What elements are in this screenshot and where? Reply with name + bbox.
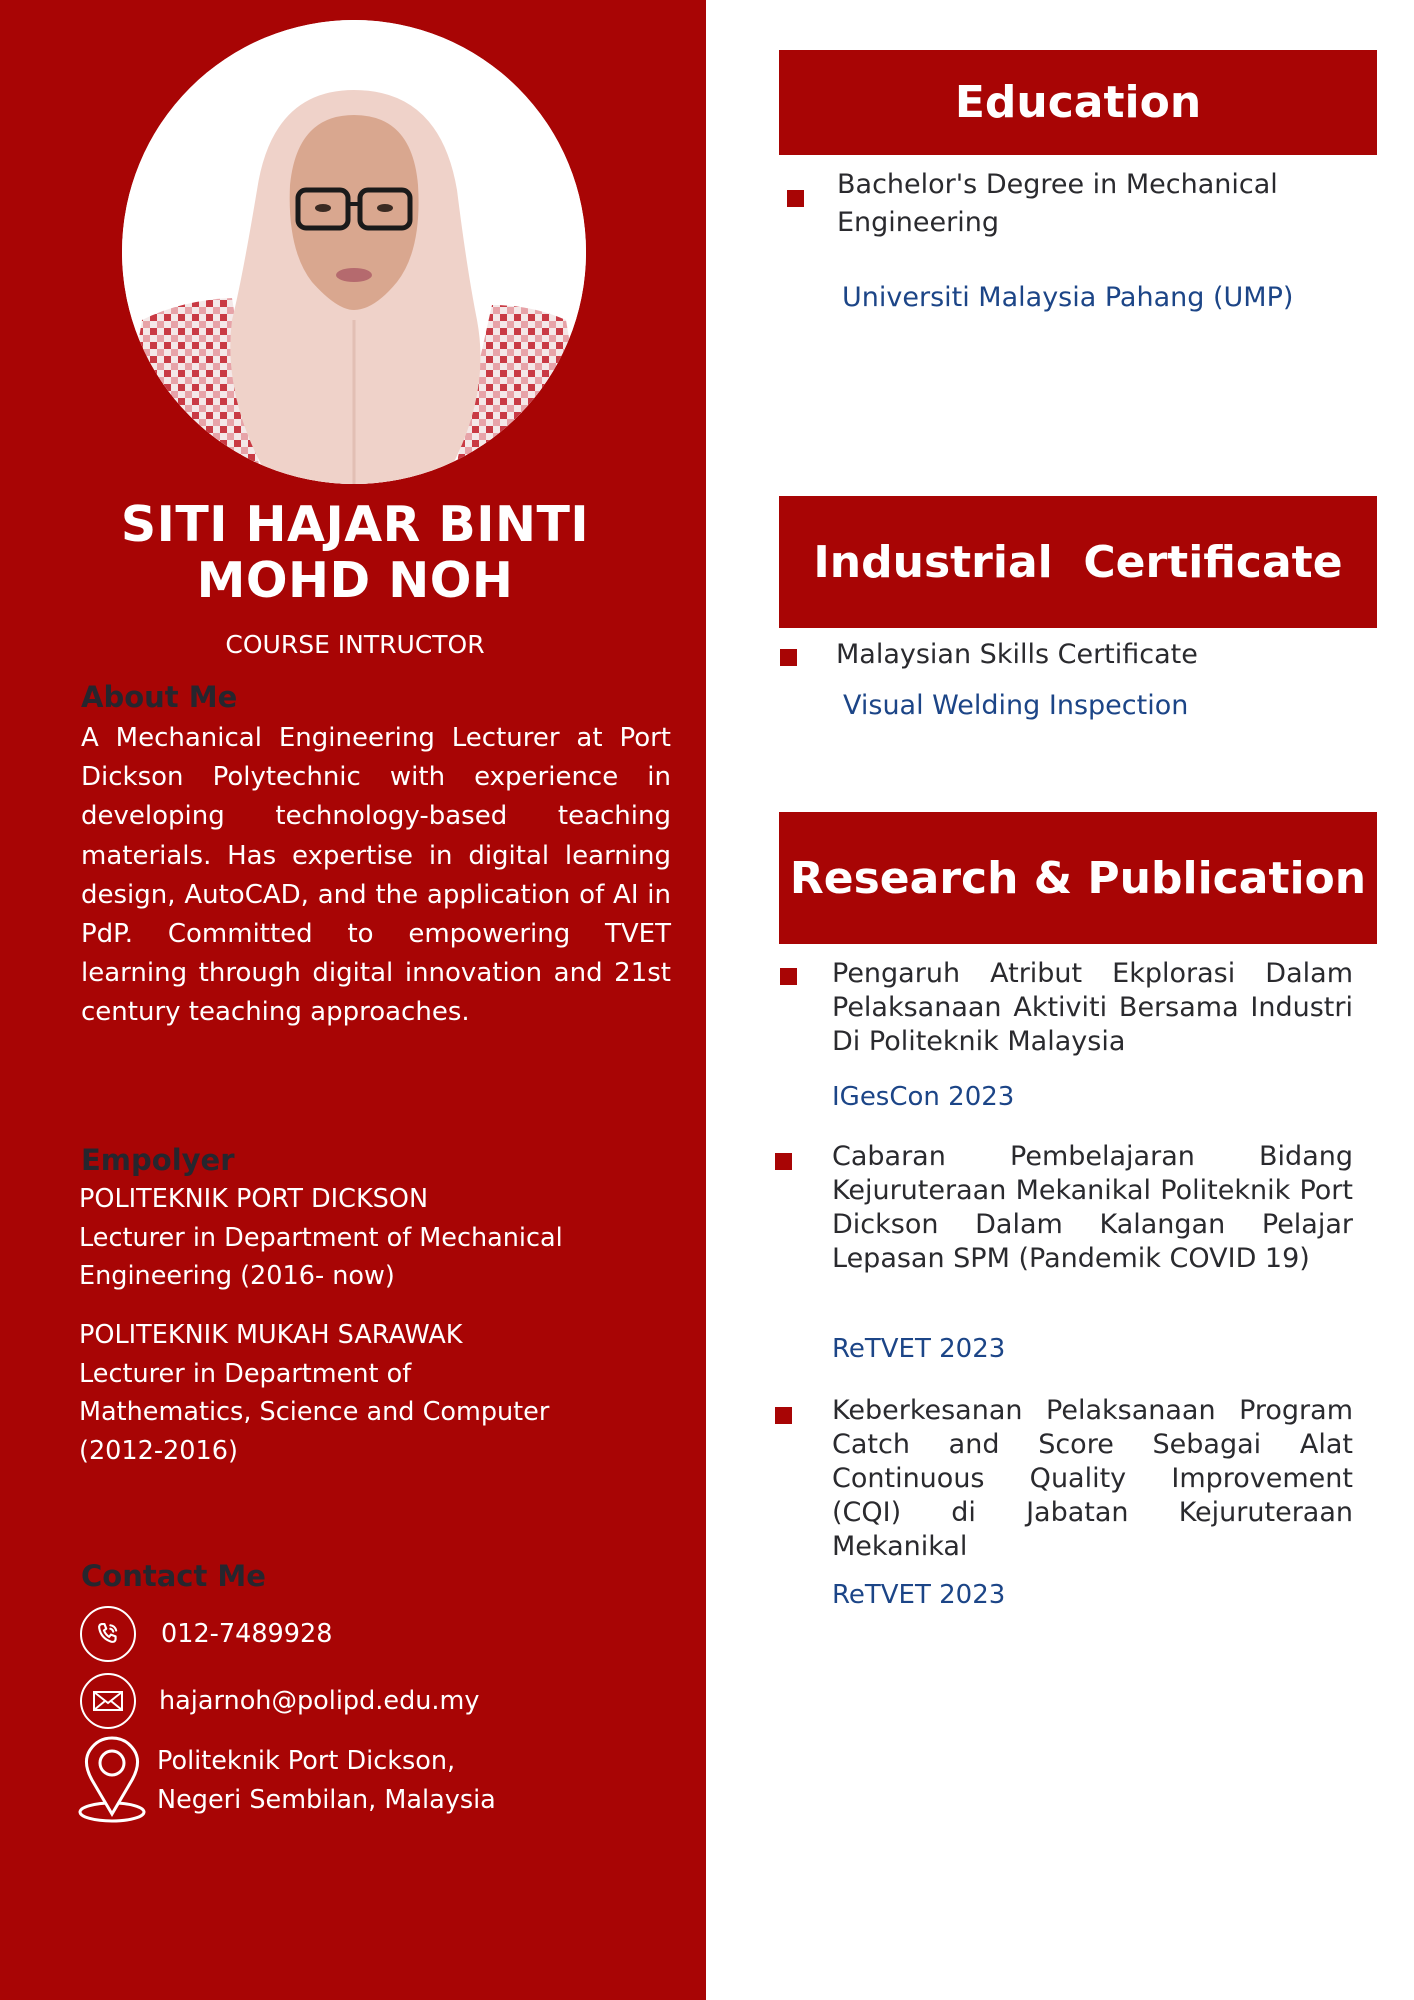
employer-position: Lecturer in Department of Mechanical	[79, 1222, 563, 1253]
employer-heading: Empolyer	[81, 1143, 235, 1177]
certificate-heading: Industrial Certificate	[813, 536, 1343, 588]
employer-org: POLITEKNIK MUKAH SARAWAK	[79, 1320, 463, 1350]
contact-address-line1: Politeknik Port Dickson,	[157, 1746, 456, 1776]
contact-email[interactable]: hajarnoh@polipd.edu.my	[159, 1685, 480, 1716]
certificate-detail: Visual Welding Inspection	[843, 690, 1189, 721]
publication-title: Cabaran Pembelajaran Bidang Kejuruteraan Mekanikal Politeknik Port Dickson Dalam Kalangan Pelajar Lepasan SPM (Pandemik COVID 19)	[832, 1141, 1353, 1274]
education-heading-box	[779, 50, 1377, 155]
bullet-icon	[780, 968, 797, 985]
contact-address-line2: Negeri Sembilan, Malaysia	[157, 1784, 496, 1815]
certificate-heading-box	[779, 496, 1377, 628]
bullet-icon	[775, 1153, 792, 1170]
contact-address	[157, 1742, 496, 1819]
mail-icon	[80, 1673, 136, 1729]
education-heading: Education	[954, 77, 1202, 128]
location-pin-icon	[76, 1736, 148, 1824]
employer-entry	[79, 1316, 679, 1470]
profile-name-line2: MOHD NOH	[196, 552, 514, 609]
profile-name-line1: SITI HAJAR BINTI	[120, 496, 590, 553]
contact-phone[interactable]: 012-7489928	[161, 1618, 333, 1649]
employer-entry	[79, 1180, 679, 1296]
profile-name	[40, 497, 670, 609]
employer-period: (2012-2016)	[79, 1435, 238, 1466]
employer-position: Lecturer in Department of	[79, 1358, 412, 1389]
bullet-icon	[787, 190, 804, 207]
portrait-photo-icon	[122, 20, 586, 484]
education-degree-line2: Engineering	[837, 207, 999, 238]
research-heading: Research & Publication	[789, 852, 1367, 904]
publication-title: Keberkesanan Pelaksanaan Program Catch and Score Sebagai Alat Continuous Quality Improvement (CQI) di Jabatan Kejuruteraan Mekanikal	[832, 1395, 1353, 1562]
publication-venue: ReTVET 2023	[832, 1580, 1006, 1610]
profile-photo	[122, 20, 586, 484]
about-text: A Mechanical Engineering Lecturer at Port Dickson Polytechnic with experience in developing technology-based teaching materials. Has expertise in digital learning design, AutoCAD, and the application of AI in PdP. Committed to empowering TVET learning through digital innovation and 21st century teaching approaches.	[81, 723, 671, 1028]
contact-heading: Contact Me	[81, 1559, 266, 1593]
profile-role: COURSE INTRUCTOR	[225, 630, 485, 659]
bullet-icon	[780, 649, 797, 666]
certificate-title: Malaysian Skills Certificate	[836, 639, 1198, 670]
employer-department: Mathematics, Science and Computer	[79, 1397, 550, 1427]
research-heading-box	[779, 812, 1377, 944]
publication-venue: IGesCon 2023	[832, 1082, 1015, 1112]
about-heading: About Me	[81, 680, 238, 714]
education-institution: Universiti Malaysia Pahang (UMP)	[842, 282, 1294, 313]
phone-icon	[80, 1606, 136, 1662]
employer-org: POLITEKNIK PORT DICKSON	[79, 1184, 429, 1214]
contact-email-row	[80, 1673, 479, 1729]
education-degree-line1: Bachelor's Degree in Mechanical	[837, 169, 1278, 200]
bullet-icon	[775, 1407, 792, 1424]
education-degree	[837, 166, 1278, 242]
publication-venue: ReTVET 2023	[832, 1334, 1006, 1364]
publication-title: Pengaruh Atribut Ekplorasi Dalam Pelaksanaan Aktiviti Bersama Industri Di Politeknik Malaysia	[832, 958, 1353, 1057]
employer-period: Engineering (2016- now)	[79, 1261, 395, 1291]
contact-phone-row	[80, 1606, 332, 1662]
